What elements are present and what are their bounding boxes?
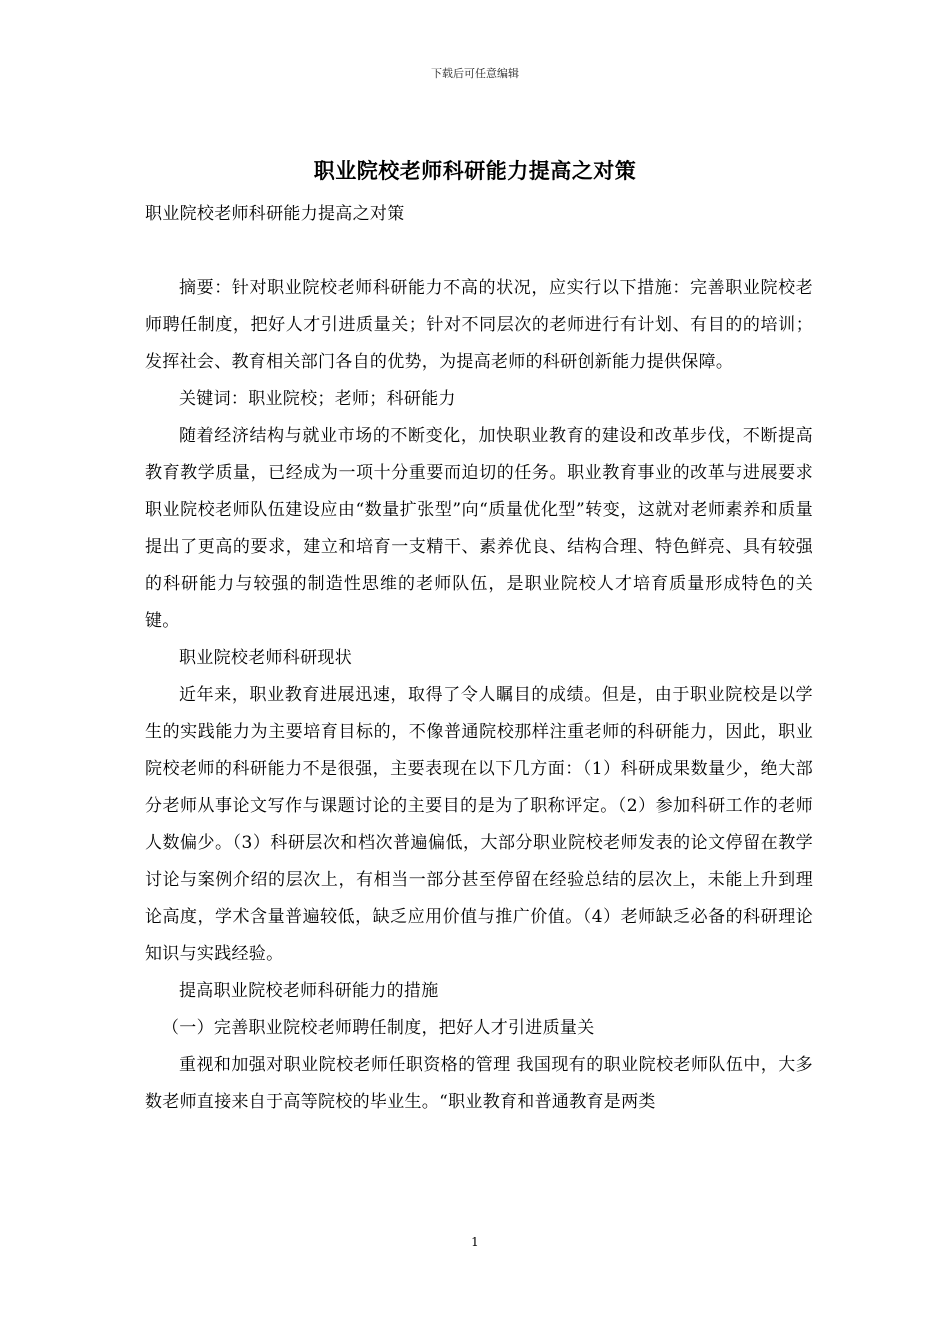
section-status-paragraph: 近年来，职业教育进展迅速，取得了令人瞩目的成绩。但是，由于职业院校是以学生的实践能力为主要培育目标的，不像普通院校那样注重老师的科研能力，因此，职业院校老师的科研能力不是很强，主要表现在以下几方面：（1）科研成果数量少，绝大部分老师从事论文写作与课题讨论的主要目的是为了职称评定。（2）参加科研工作的老师人数偏少。（3）科研层次和档次普遍偏低，大部分职业院校老师发表的论文停留在教学讨论与案例介绍的层次上，有相当一部分甚至停留在经验总结的层次上，未能上升到理论高度，学术含量普遍较低，缺乏应用价值与推广价值。（4）老师缺乏必备的科研理论知识与实践经验。 <box>145 685 813 964</box>
page-header-note: 下载后可任意编辑 <box>431 67 519 80</box>
section-heading-status: 职业院校老师科研现状 <box>179 648 352 668</box>
keywords-line: 关键词：职业院校；老师；科研能力 <box>179 389 456 409</box>
document-title: 职业院校老师科研能力提高之对策 <box>313 158 637 183</box>
page-number: 1 <box>471 1235 479 1249</box>
subsection-heading-recruitment: （一）完善职业院校老师聘任制度，把好人才引进质量关 <box>162 1018 595 1038</box>
document-subtitle: 职业院校老师科研能力提高之对策 <box>145 204 405 224</box>
subsection-recruitment-paragraph: 重视和加强对职业院校老师任职资格的管理 我国现有的职业院校老师队伍中，大多数老师直接来自于高等院校的毕业生。“职业教育和普通教育是两类 <box>145 1055 813 1112</box>
document-body <box>145 196 813 1121</box>
abstract-paragraph: 摘要：针对职业院校老师科研能力不高的状况，应实行以下措施：完善职业院校老师聘任制度，把好人才引进质量关；针对不同层次的老师进行有计划、有目的的培训；发挥社会、教育相关部门各自的优势，为提高老师的科研创新能力提供保障。 <box>145 278 813 372</box>
intro-paragraph: 随着经济结构与就业市场的不断变化，加快职业教育的建设和改革步伐，不断提高教育教学质量，已经成为一项十分重要而迫切的任务。职业教育事业的改革与进展要求职业院校老师队伍建设应由“数量扩张型”向“质量优化型”转变，这就对老师素养和质量提出了更高的要求，建立和培育一支精干、素养优良、结构合理、特色鲜亮、具有较强的科研能力与较强的制造性思维的老师队伍，是职业院校人才培育质量形成特色的关键。 <box>145 426 813 631</box>
section-heading-measures: 提高职业院校老师科研能力的措施 <box>179 981 439 1001</box>
